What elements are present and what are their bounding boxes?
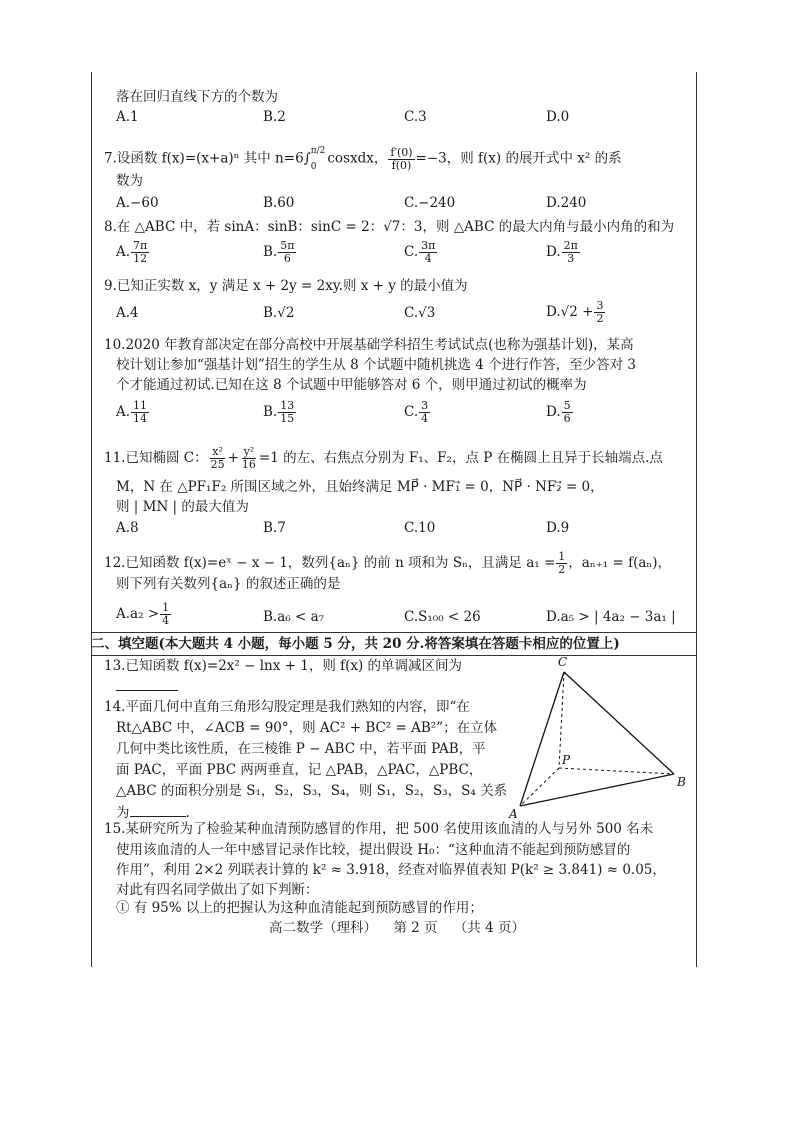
edge-pb-hidden: [559, 768, 674, 774]
q11-stem-line1: 11.已知椭圆 C： $\frac{\text{x²}}{25}$ + $\frac{\text{y²}}{16}$ =1 的左、右焦点分别为 F₁、F₂，点 P 在椭圆上且异于长轴端点.点: [104, 445, 663, 471]
q15-stem-line3: 作用”，利用 2×2 列联表计算的 k² ≈ 3.918，经查对临界值表知 P(k² ≥ 3.841) ≈ 0.05，: [116, 862, 666, 878]
q10-stem-line2: 校计划让参加“强基计划”招生的学生从 8 个试题中随机挑选 4 个进行作答，至少答对 3: [116, 357, 637, 373]
q12-stem-line1: 12.已知函数 f(x)=eˣ − x − 1，数列{aₙ} 的前 n 项和为 Sₙ，且满足 a₁ = $\frac{1}{2}$ ，aₙ₊₁ = f(aₙ)，: [104, 550, 672, 576]
label-c: C: [558, 655, 568, 669]
q8-stem: 8.在 △ABC 中，若 sinA：sinB：sinC = 2：√7：3，则 △ABC 的最大内角与最小内角的和为: [104, 219, 675, 235]
q12-option-d: D.a₅ > | 4a₂ − 3a₁ |: [546, 609, 676, 625]
q9-stem: 9.已知正实数 x，y 满足 x + 2y = 2xy.则 x + y 的最小值为: [104, 278, 468, 294]
q14-stem-line3: 几何中类比该性质，在三棱锥 P − ABC 中，若平面 PAB，平: [116, 741, 486, 757]
q11-option-d: D.9: [546, 520, 570, 536]
edge-cb: [564, 672, 674, 774]
q7-integral-upper: π/2: [310, 146, 326, 156]
q10-stem-line3: 个才能通过初试.已知在这 8 个试题中甲能够答对 6 个，则甲通过初试的概率为: [116, 377, 587, 393]
q14-stem-line5: △ABC 的面积分别是 S₁，S₂，S₃，S₄，则 S₁，S₂，S₃，S₄ 关系: [116, 783, 508, 799]
q11-stem-line2: M，N 在 △PF₁F₂ 所围区域之外，且始终满足 MP⃗ · MF₁⃗ = 0，NP⃗ · NF₂⃗ = 0，: [116, 479, 604, 495]
page-footer: [0, 916, 794, 936]
q10-option-c: C. $\frac{3}{4}$: [404, 399, 429, 425]
q10-option-a: A. $\frac{11}{14}$: [116, 399, 148, 425]
page-border-right: [696, 72, 697, 967]
q6-tail-text: 落在回归直线下方的个数为: [116, 89, 278, 105]
q8-option-a: A. $\frac{7\pi}{12}$: [116, 239, 148, 265]
q11-stem-line3: 则 | MN | 的最大值为: [116, 499, 249, 515]
page-border-left: [91, 72, 92, 967]
section-2-heading: 二、填空题(本大题共 4 小题，每小题 5 分，共 20 分.将答案填在答题卡相应的位置上): [91, 636, 620, 652]
q14-answer-blank[interactable]: [130, 802, 186, 817]
q13-answer-blank[interactable]: [116, 676, 178, 691]
q6-option-d: D.0: [546, 109, 570, 125]
q7-option-c: C.−240: [404, 195, 456, 211]
q7-stem: 7.设函数 f(x)=(x+a)ⁿ 其中 n=6∫ π/2 0 cosxdx， $\frac{f'(0)}{f(0)}$ =−3，则 f(x) 的展开式中 x² 的系: [104, 145, 622, 172]
q7-stem-line2: 数为: [116, 173, 143, 189]
q6-option-a: A.1: [116, 109, 139, 125]
tetrahedron-figure: [500, 652, 695, 822]
q9-option-c: C.√3: [404, 305, 436, 321]
footer-total-pages: （共 4 页）: [453, 920, 525, 936]
q15-stem-line2: 使用该血清的人一年中感冒记录作比较，提出假设 H₀：“这种血清不能起到预防感冒的: [116, 842, 631, 858]
q13-stem: 13.已知函数 f(x)=2x² − lnx + 1，则 f(x) 的单调减区间为: [104, 658, 463, 674]
section-divider-top: [91, 632, 696, 633]
label-p: P: [562, 753, 571, 767]
q7-integral-lower: 0: [310, 162, 317, 172]
q10-option-d: D. $\frac{5}{6}$: [546, 399, 571, 425]
q11-option-c: C.10: [404, 520, 436, 536]
q7-option-b: B.60: [263, 195, 295, 211]
q9-option-d: D.√2 + $\frac{3}{2}$: [546, 299, 604, 325]
q15-stem-line4: 对此有四名同学做出了如下判断：: [116, 882, 319, 898]
label-a: A: [509, 807, 518, 821]
q8-option-b: B. $\frac{5\pi}{6}$: [263, 239, 295, 265]
q15-stem-line1: 15.某研究所为了检验某种血清预防感冒的作用，把 500 名使用该血清的人与另外 500 名未: [104, 821, 654, 837]
q8-option-d: D. $\frac{2\pi}{3}$: [546, 239, 578, 265]
label-b: B: [677, 775, 686, 789]
q14-stem-line6: 为 .: [116, 802, 190, 822]
q7-fraction: $\frac{f'(0)}{f(0)}$: [390, 145, 413, 172]
q9-option-a: A.4: [116, 305, 139, 321]
q10-stem-line1: 10.2020 年教育部决定在部分高校中开展基础学科招生考试试点(也称为强基计划)，某高: [104, 337, 634, 353]
q9-option-b: B.√2: [263, 305, 295, 321]
q6-option-c: C.3: [404, 109, 427, 125]
q6-option-b: B.2: [263, 109, 286, 125]
q12-option-b: B.a₆ < a₇: [263, 609, 325, 625]
q14-stem-line4: 面 PAC，平面 PBC 两两垂直，记 △PAB，△PAC，△PBC，: [116, 762, 483, 778]
footer-subject: 高二数学（理科）: [269, 920, 378, 936]
q11-option-a: A.8: [116, 520, 139, 536]
edge-ca: [520, 672, 564, 806]
footer-page-number: 第 2 页: [393, 920, 438, 936]
edge-ab: [520, 774, 674, 806]
q7-option-a: A.−60: [116, 195, 159, 211]
q12-option-c: C.S₁₀₀ < 26: [404, 609, 481, 625]
q12-stem-line2: 则下列有关数列{aₙ} 的叙述正确的是: [116, 576, 341, 592]
q8-option-c: C. $\frac{3\pi}{4}$: [404, 239, 436, 265]
q10-option-b: B. $\frac{13}{15}$: [263, 399, 295, 425]
q7-option-d: D.240: [546, 195, 587, 211]
q15-stem-line5: ① 有 95% 以上的把握认为这种血清能起到预防感冒的作用；: [116, 900, 483, 916]
q11-option-b: B.7: [263, 520, 286, 536]
q13-answer-line: [116, 676, 178, 696]
q14-stem-line2: Rt△ABC 中，∠ACB = 90°，则 AC² + BC² = AB²”；在立体: [116, 720, 498, 736]
q14-stem-line1: 14.平面几何中直角三角形勾股定理是我们熟知的内容，即“在: [104, 699, 470, 715]
q12-option-a: A.a₂ > $\frac{1}{4}$: [116, 601, 170, 627]
